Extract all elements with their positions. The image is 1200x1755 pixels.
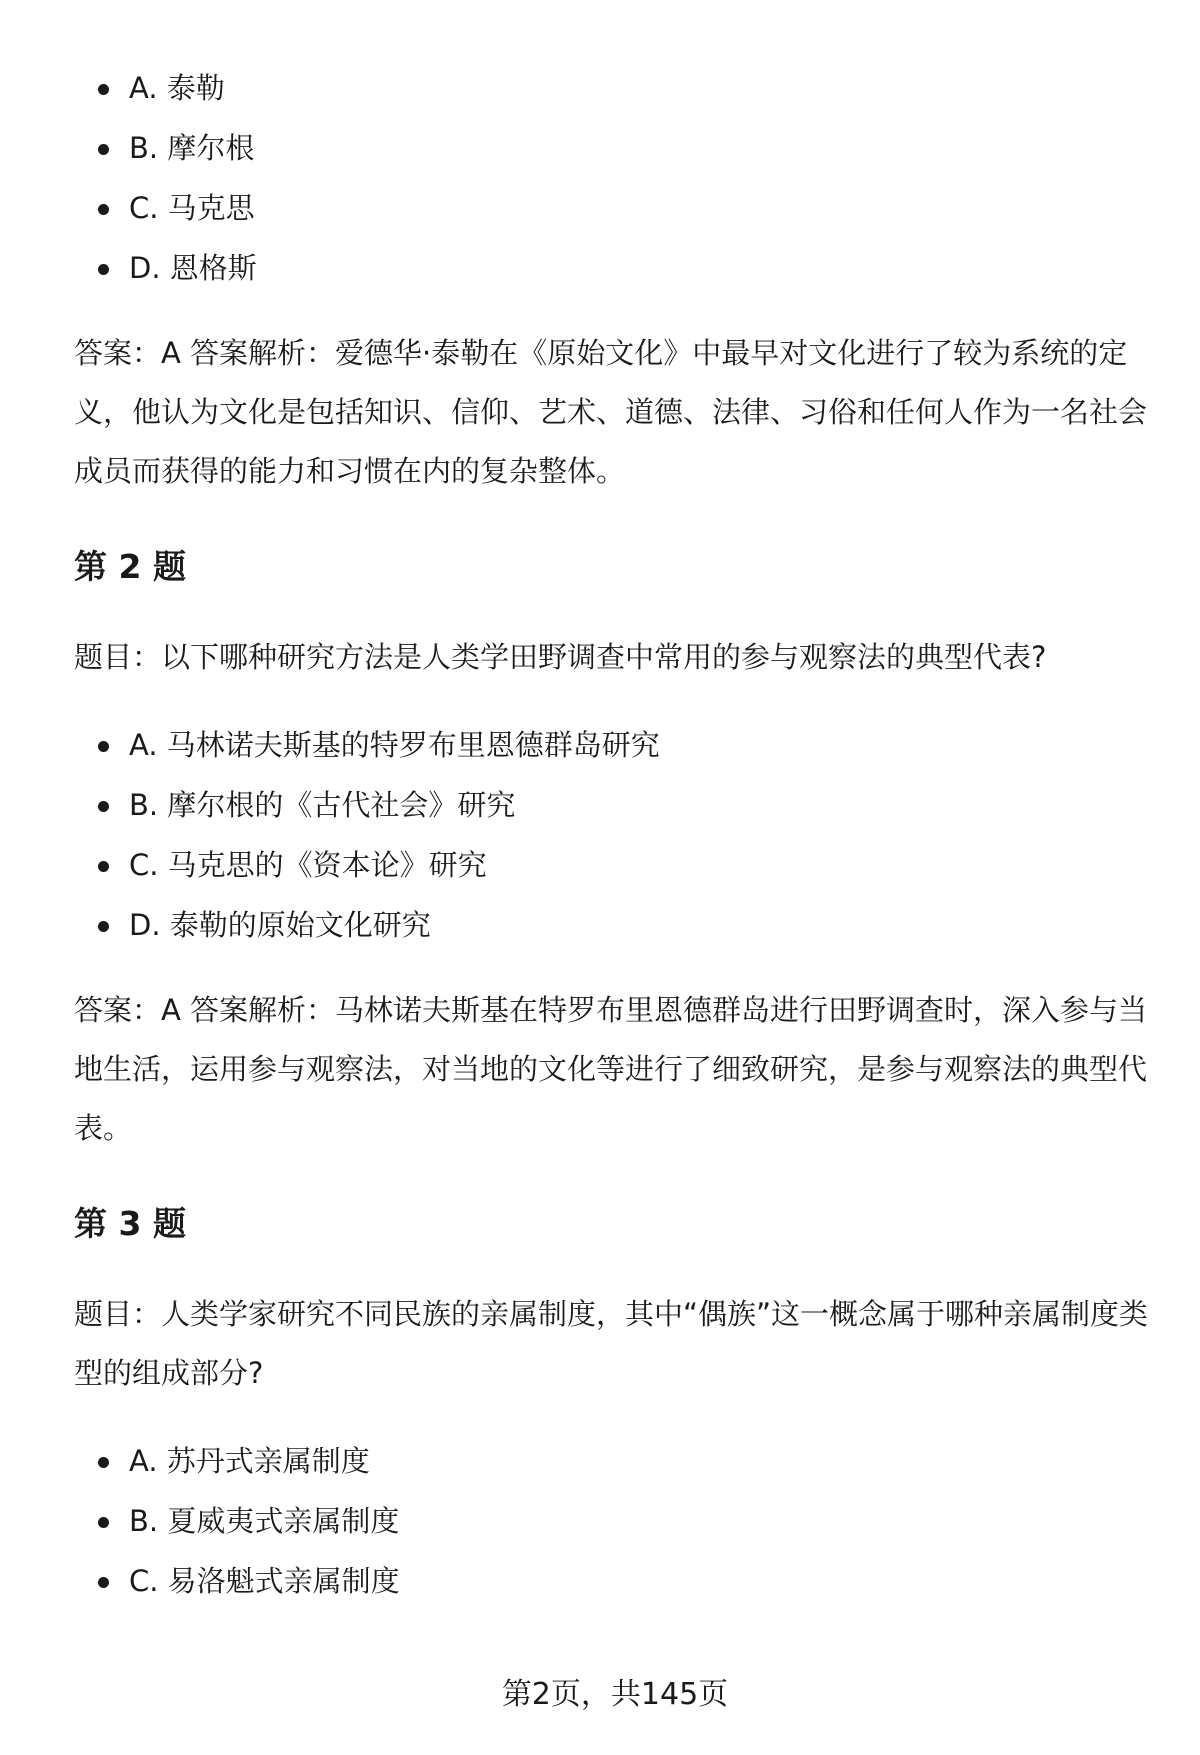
q1-option-c: C. 马克思 [74,178,1150,238]
q1-option-a: A. 泰勒 [74,58,1150,118]
q2-option-a: A. 马林诺夫斯基的特罗布里恩德群岛研究 [74,715,1150,775]
q1-option-d: D. 恩格斯 [74,238,1150,298]
q3-title: 第 3 题 [74,1204,186,1243]
document-body [74,0,1150,1611]
q2-option-b: B. 摩尔根的《古代社会》研究 [74,775,1150,835]
q1-options [74,58,1150,298]
q3-question: 题目：人类学家研究不同民族的亲属制度，其中“偶族”这一概念属于哪种亲属制度类型的组成部分? [74,1297,1149,1390]
page-number-footer: 第2页，共145页 [501,1677,729,1712]
q1-answer: 答案：A 答案解析：爱德华·泰勒在《原始文化》中最早对文化进行了较为系统的定义，他认为文化是包括知识、信仰、艺术、道德、法律、习俗和任何人作为一名社会成员而获得的能力和习惯在内的复杂整体。 [74,336,1148,488]
q3-option-b: B. 夏威夷式亲属制度 [74,1491,1150,1551]
q2-title: 第 2 题 [74,547,186,586]
q2-option-d: D. 泰勒的原始文化研究 [74,895,1150,955]
q3-options [74,1431,1150,1611]
q2-options [74,715,1150,955]
q2-question: 题目：以下哪种研究方法是人类学田野调查中常用的参与观察法的典型代表? [74,640,1047,674]
q2-answer: 答案：A 答案解析：马林诺夫斯基在特罗布里恩德群岛进行田野调查时，深入参与当地生活，运用参与观察法，对当地的文化等进行了细致研究，是参与观察法的典型代表。 [74,993,1148,1145]
q3-option-a: A. 苏丹式亲属制度 [74,1431,1150,1491]
q1-option-b: B. 摩尔根 [74,118,1150,178]
q3-option-c: C. 易洛魁式亲属制度 [74,1551,1150,1611]
q2-option-c: C. 马克思的《资本论》研究 [74,835,1150,895]
